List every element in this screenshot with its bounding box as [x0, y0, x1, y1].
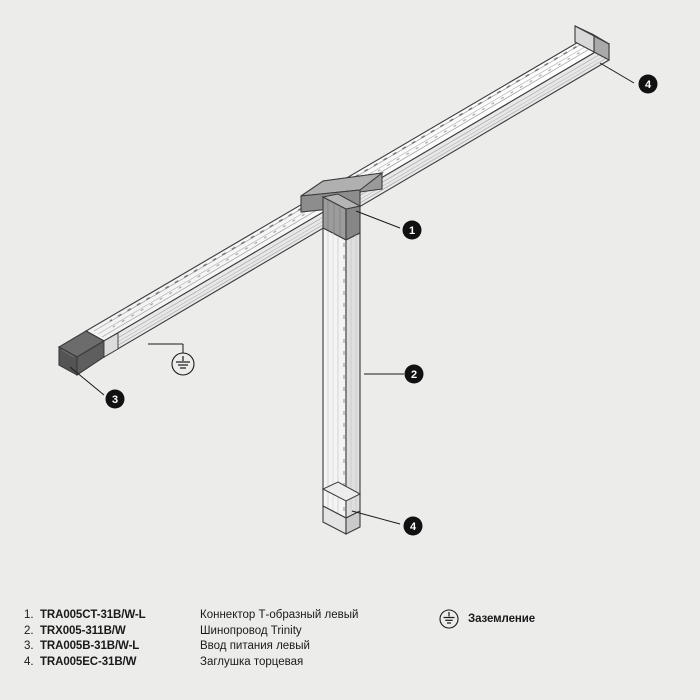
- earth-ground-symbol: [148, 344, 194, 375]
- legend-item-code: TRA005B-31B/W-L: [40, 640, 140, 652]
- callout-3[interactable]: [106, 390, 125, 409]
- callout-4-top-label: 4: [644, 79, 652, 91]
- legend-item-number: 4.: [24, 655, 34, 668]
- legend-item-number: 3.: [24, 640, 34, 652]
- legend-item-description: Ввод питания левый: [200, 640, 310, 652]
- legend-ground-label: Заземление: [468, 613, 536, 625]
- legend-item-description: Заглушка торцевая: [200, 655, 304, 668]
- legend-list: [24, 608, 684, 670]
- legend-item-description: Коннектор Т-образный левый: [200, 609, 359, 621]
- track-rail-branch: [323, 228, 360, 518]
- legend-item-number: 2.: [24, 624, 34, 637]
- legend-ground-entry: [438, 608, 535, 630]
- legend-item-description: Шинопровод Trinity: [200, 624, 302, 637]
- legend-item: [24, 624, 684, 640]
- legend-item: [24, 608, 684, 624]
- legend-item: [24, 639, 684, 655]
- earth-ground-icon: [438, 608, 460, 630]
- callout-4-bottom[interactable]: [404, 517, 423, 536]
- callout-1[interactable]: [403, 221, 422, 240]
- legend-item-number: 1.: [24, 609, 34, 621]
- legend-item-code: TRX005-311B/W: [40, 624, 126, 637]
- legend-item-code: TRA005EC-31B/W: [40, 655, 137, 668]
- callout-1-label: 1: [408, 225, 416, 237]
- callout-3-label: 3: [111, 394, 119, 406]
- callout-4-top[interactable]: [639, 75, 658, 94]
- legend-item-code: TRA005CT-31B/W-L: [40, 609, 146, 621]
- power-feed-in-block: [59, 331, 104, 375]
- callout-4-bottom-label: 4: [409, 521, 417, 533]
- legend-item: [24, 655, 684, 671]
- callout-2[interactable]: [405, 365, 424, 384]
- callout-2-label: 2: [410, 369, 418, 381]
